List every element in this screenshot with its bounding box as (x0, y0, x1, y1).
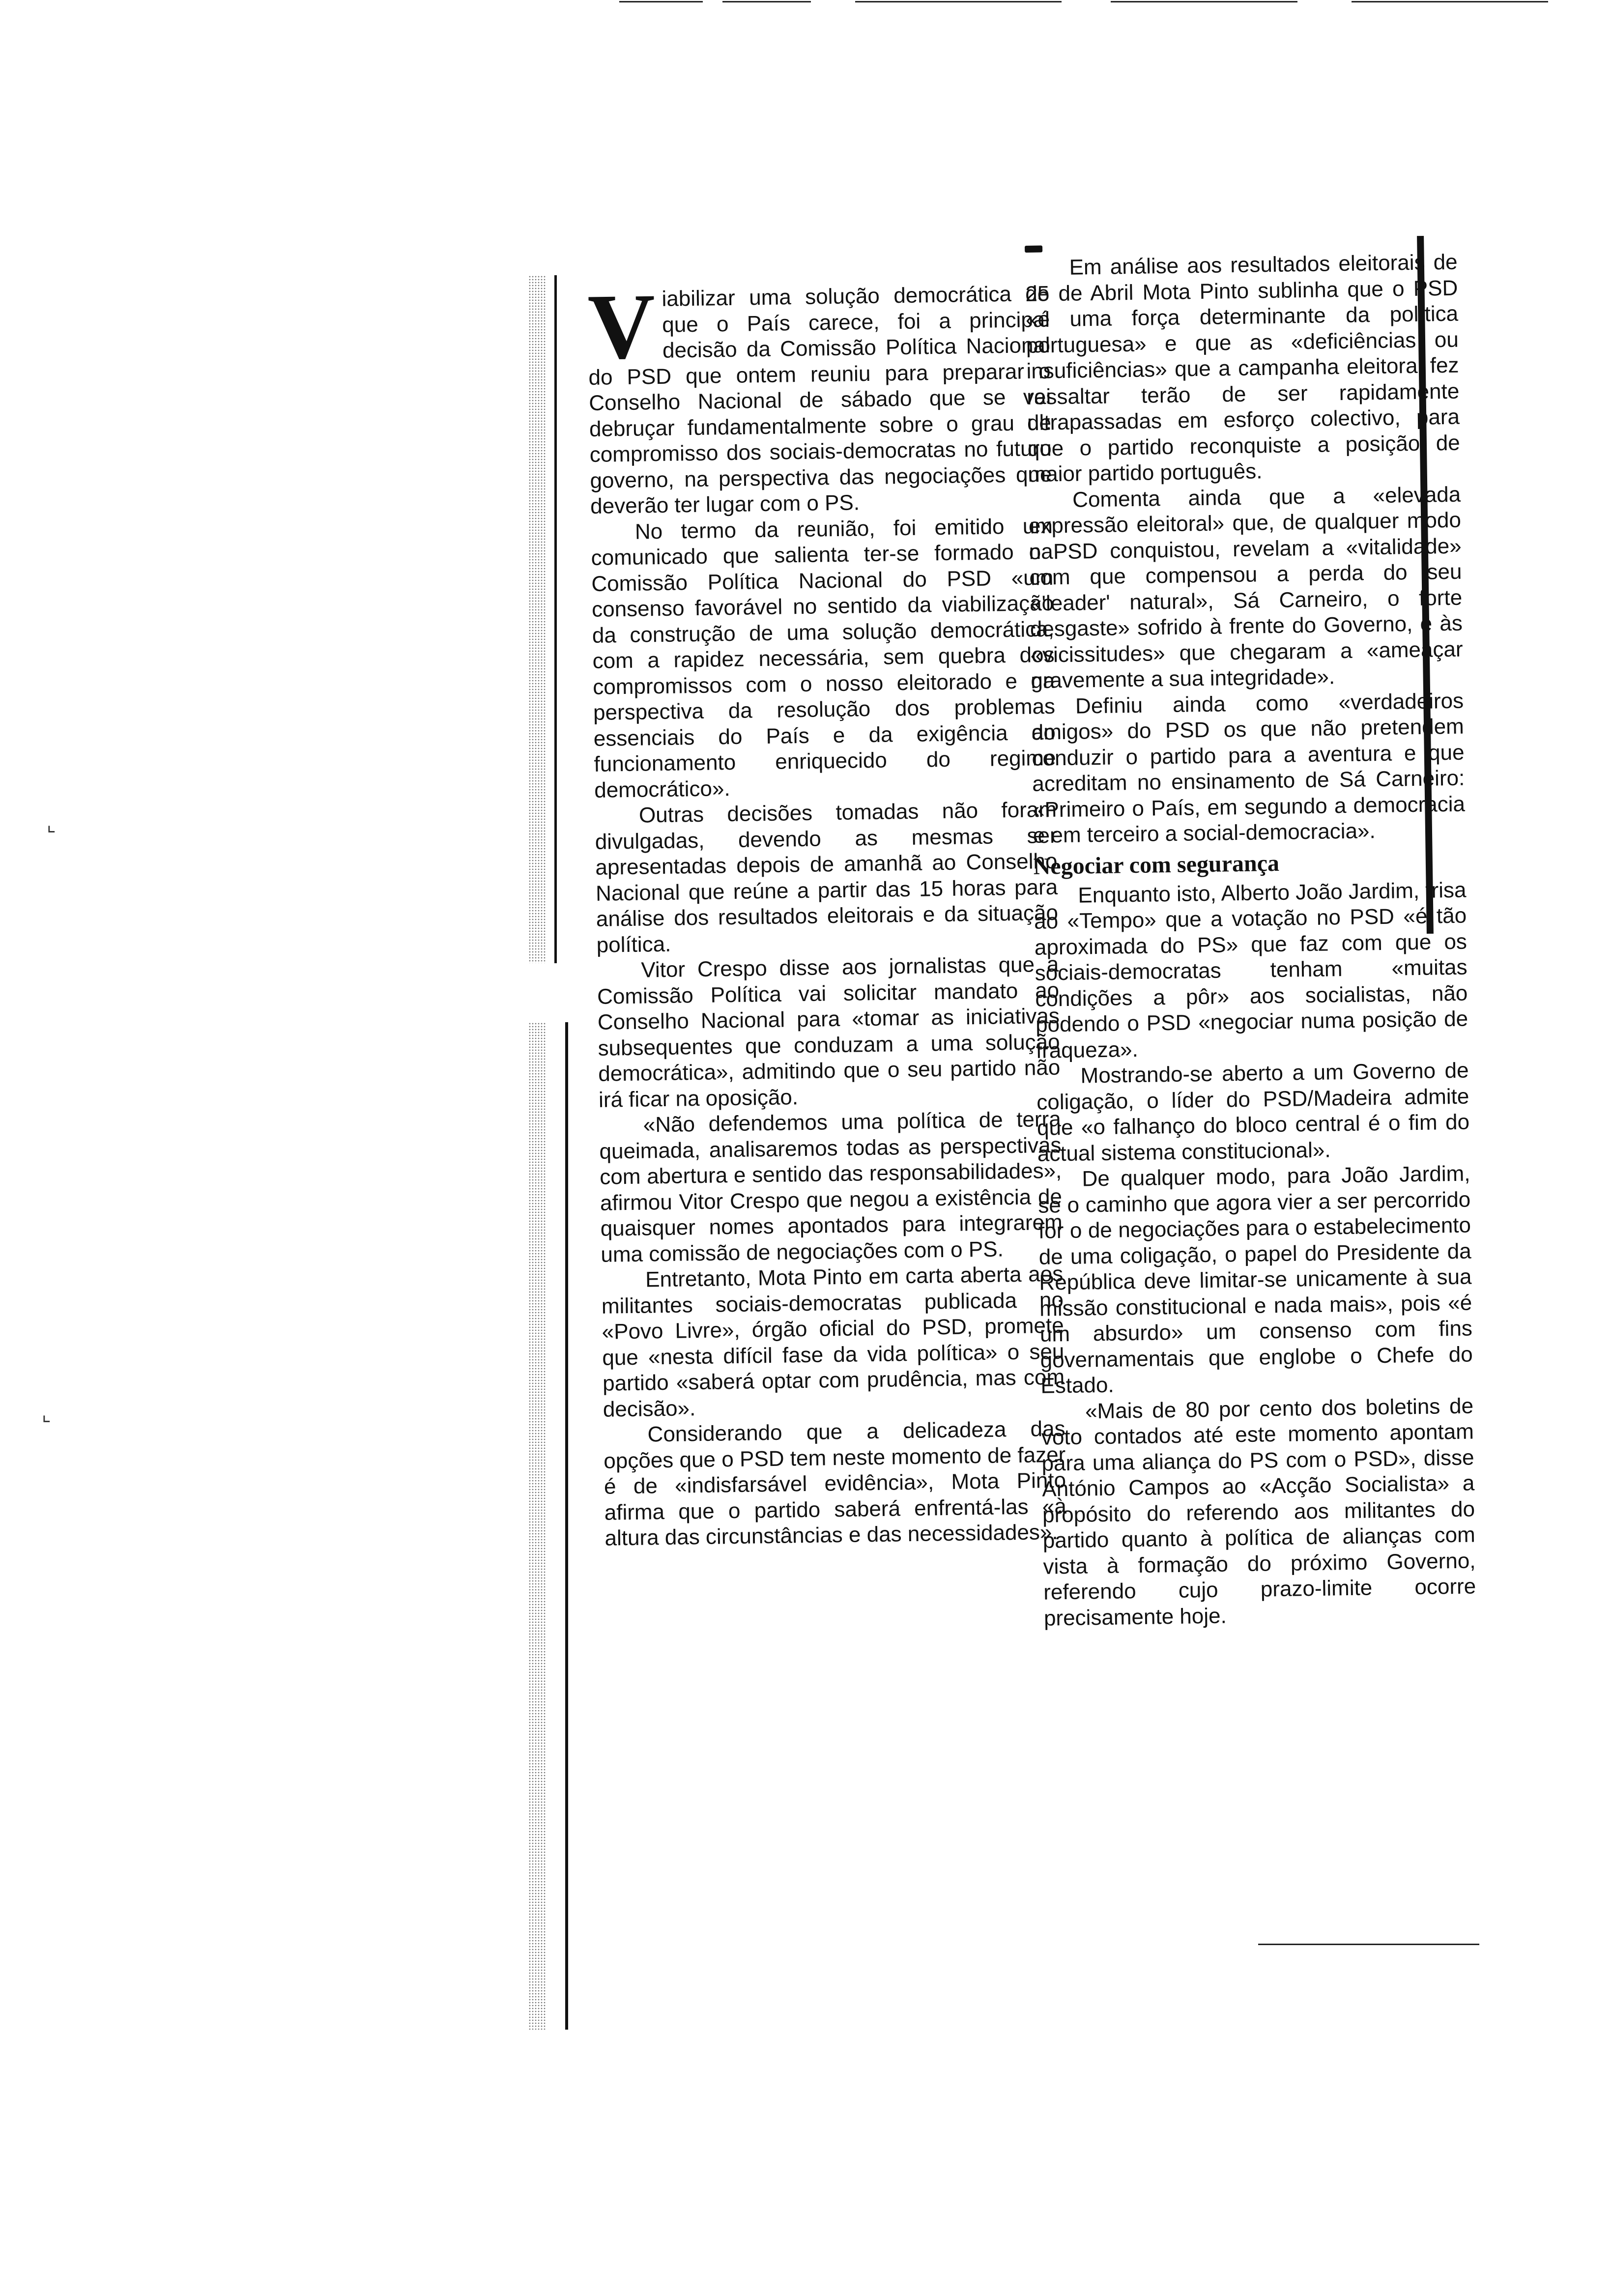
article-paragraph: De qualquer modo, para João Jardim, se o caminho que agora vier a ser percorrido for o de negociações para o estabelecimento de uma coligação, o papel do Presidente da República deve limitar-se unicamente à sua missão constitucional e nada mais», pois «é um absurdo» um consenso com fins governamentais que englobe o Chefe do Estado. (1037, 1161, 1473, 1398)
article-paragraph: Definiu ainda como «verdadeiros amigos» do PSD os que não pretendem conduzir o partido para a aventura e que acreditam no ensinamento de Sá Carneiro: «Primeiro o País, em segundo a democracia e em terceiro a social-democracia». (1031, 689, 1466, 848)
article-paragraph: Comenta ainda que a «elevada expressão eleitoral» que, de qualquer modo o PSD conquistou, revelam a «vitalidade» com que compensou a perda do seu «'leader' natural», Sá Carneiro, o forte desgaste» sofrido à frente do Governo, e às «vicissitudes» que chegaram a «ameaçar gravemente a sua integridade». (1028, 482, 1463, 693)
article-left-column (587, 275, 1067, 1551)
scan-mark: ⌞ (47, 814, 56, 835)
article-paragraph: Entretanto, Mota Pinto em carta aberta aos militantes sociais-democratas publicada no «Povo Livre», órgão oficial do PSD, promete que «nesta difícil fase da vida política» o seu partido «saberá optar com prudência, mas com decisão». (601, 1262, 1065, 1422)
halftone-strip (528, 1022, 546, 2030)
top-rule (1111, 1, 1297, 2)
article-paragraph: No termo da reunião, foi emitido um comunicado que salienta ter-se formado na Comissão Política Nacional do PSD «um consenso favorável no sentido da viabilização da construção de uma solução democrática, com a rapidez necessária, sem quebra dos compromissos com o nosso eleitorado e na perspectiva da resolução dos problemas essenciais do País e da exigência do funcionamento enriquecido do regime democrático». (591, 514, 1056, 803)
subheading: Negociar com segurança (1033, 850, 1280, 880)
top-rule (722, 1, 811, 2)
top-rule (1352, 1, 1548, 2)
article-paragraph: «Mais de 80 por cento dos boletins de voto contados até este momento apontam para uma aliança do PS com o PSD», disse António Campos ao «Acção Socialista» a propósito do referendo aos militantes do partido quanto à política de alianças com vista à formação do próximo Governo, referendo cujo prazo-limite ocorre precisamente hoje. (1041, 1393, 1476, 1631)
paragraph-text: iabilizar uma solução democrática de que o País carece, foi a principal decisão da Comissão Política Nacional do PSD que ontem reuniu para preparar o Conselho Nacional de sábado que se vai debruçar fundamentalmente sobre o grau de compromisso dos sociais-democratas no futuro governo, na perspectiva das negociações que deverão ter lugar com o PS. (588, 281, 1052, 518)
article-paragraph: Considerando que a delicadeza das opções que o PSD tem neste momento de fazer é de «indisfarsável evidência», Mota Pinto afirma que o partido saberá enfrentá-las «à altura das circunstâncias e das necessidades». (603, 1416, 1067, 1550)
column-border (554, 275, 557, 963)
article-paragraph: «Não defendemos uma política de terra queimada, analisaremos todas as perspectivas com abertura e sentido das responsabilidades», afirmou Vitor Crespo que negou a existência de quaisquer nomes apontados para integrarem uma comissão de negociações com o PS. (599, 1107, 1063, 1267)
top-rule (619, 1, 703, 2)
article-paragraph: Em análise aos resultados eleitorais de 25 de Abril Mota Pinto sublinha que o PSD «é uma força determinante da política portuguesa» e que as «deficiências ou insuficiências» que a campanha eleitoral fez ressaltar terão de ser rapidamente ultrapassadas em esforço colectivo, para que o partido reconquiste a posição de maior partido português. (1025, 250, 1461, 487)
article-paragraph: Vitor Crespo disse aos jornalistas que a Comissão Política vai solicitar mandato ao Conselho Nacional para «tomar as iniciativas subsequentes que conduzam a uma solução democrática», admitindo que o seu partido não irá ficar na oposição. (597, 952, 1061, 1112)
article-paragraph: Enquanto isto, Alberto João Jardim, frisa ao «Tempo» que a votação no PSD «é tão aproximada do PS» que faz com que os sociais-democratas tenham «muitas condições a pôr» aos socialistas, não podendo o PSD «negociar numa posição de fraqueza». (1034, 878, 1468, 1063)
end-rule (1258, 1944, 1479, 1945)
halftone-strip (528, 275, 546, 963)
section-bullet (1025, 245, 1042, 253)
article-paragraph: Mostrando-se aberto a um Governo de coligação, o líder do PSD/Madeira admite que «o falhanço do bloco central é o fim do actual sistema constitucional». (1036, 1058, 1470, 1166)
scan-mark: ⌞ (42, 1404, 51, 1425)
top-rule (855, 1, 1062, 2)
drop-cap: V (587, 275, 656, 379)
column-border (565, 1022, 568, 2030)
article-right-column (1025, 240, 1476, 1632)
article-paragraph: Outras decisões tomadas não foram divulgadas, devendo as mesmas ser apresentadas depois de amanhã ao Conselho Nacional que reúne a partir das 15 horas para análise dos resultados eleitorais e da situação política. (595, 797, 1059, 957)
article-paragraph (587, 275, 1053, 520)
